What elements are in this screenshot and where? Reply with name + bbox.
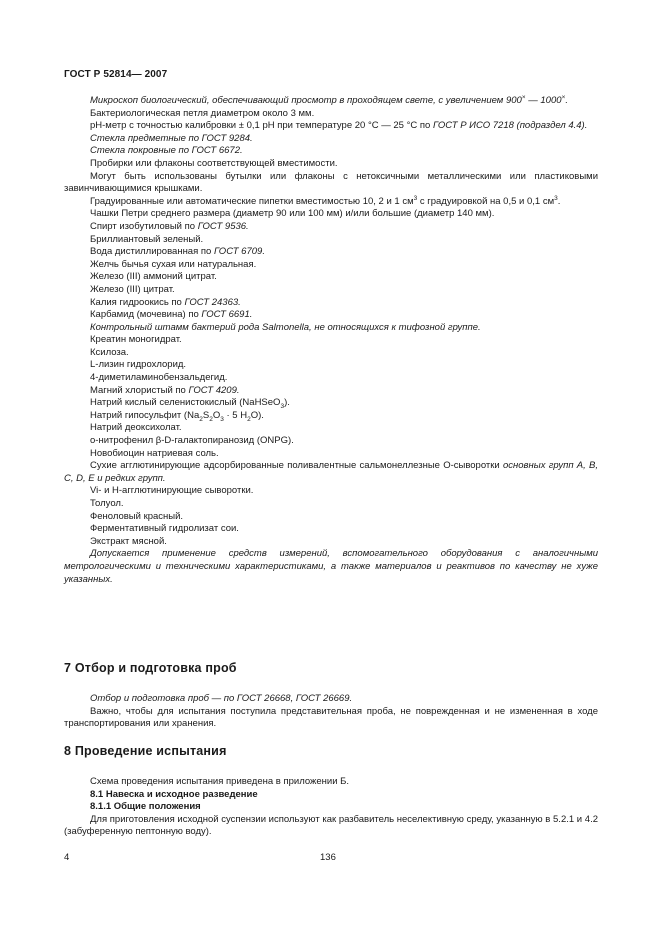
section-7-p1: Отбор и подготовка проб — по ГОСТ 26668, ГОСТ 26669.	[90, 693, 353, 704]
item-sera: Сухие агглютинирующие адсорбированные поливалентные сальмонеллезные О-сыворотки основных групп А, В, С, D, Е и редких групп.	[64, 460, 598, 484]
item-brilliant-green: Бриллиантовый зеленый.	[90, 233, 204, 245]
item-slides: Стекла предметные по ГОСТ 9284.	[90, 132, 253, 144]
item-microscope: Микроскоп биологический, обеспечивающий просмотр в проходящем свете, с увеличением 900× — 1000×.	[90, 93, 568, 106]
section-7-body	[64, 693, 598, 731]
page-number-global: 136	[320, 852, 336, 863]
materials-list	[64, 95, 598, 586]
item-dmab: 4-диметиламинобензальдегид.	[90, 372, 228, 384]
item-selenite: Натрий кислый селенистокислый (NaHSeO$_3$).	[90, 397, 290, 411]
item-onpg: о-нитрофенил β-D-галактопиранозид (ONPG).	[90, 435, 294, 447]
item-vi-h-sera: Vi- и Н-агглютинирующие сыворотки.	[90, 485, 254, 497]
item-thiosulfate: Натрий гипосульфит ($Na_2S_2O_3 \cdot 5$ $H_2O$).	[90, 409, 264, 423]
item-creatine: Креатин моногидрат.	[90, 334, 182, 346]
document-header: ГОСТ Р 52814— 2007	[64, 69, 168, 80]
section-8-p1: Схема проведения испытания приведена в приложении Б.	[90, 776, 350, 787]
item-iron-ammonium: Железо (III) аммоний цитрат.	[90, 271, 217, 283]
item-lysine: L-лизин гидрохлорид.	[90, 359, 187, 371]
item-koh: Калия гидроокись по ГОСТ 24363.	[90, 296, 241, 308]
section-7	[64, 662, 598, 675]
item-toluene: Толуол.	[90, 498, 124, 509]
section-7-p2: Важно, чтобы для испытания поступила представительная проба, не поврежденная и не измененная в ходе транспортирования или хранения.	[64, 705, 598, 730]
item-soy-hydrolysate: Ферментативный гидролизат сои.	[90, 523, 239, 535]
item-mgcl: Магний хлористый по ГОСТ 4209.	[90, 384, 240, 396]
item-phenol-red: Феноловый красный.	[90, 510, 184, 522]
item-isobutyl: Спирт изобутиловый по ГОСТ 9536.	[90, 220, 249, 232]
item-water: Вода дистиллированная по ГОСТ 6709.	[90, 246, 265, 258]
item-iron-citrate: Железо (III) цитрат.	[90, 283, 175, 295]
item-deoxycholate: Натрий деоксихолат.	[90, 422, 182, 434]
section-8-p2: Для приготовления исходной суспензии используют как разбавитель неселективную среду, указанную в 5.2.1 и 4.2 (забуференную пептонную воду).	[64, 813, 598, 838]
item-urea: Карбамид (мочевина) по ГОСТ 6691.	[90, 309, 253, 321]
item-loop: Бактериологическая петля диаметром около 3 мм.	[90, 107, 315, 119]
item-control-strain: Контрольный штамм бактерий рода Salmonella, не относящихся к тифозной группе.	[90, 321, 481, 333]
subsection-8-1-title: 8.1 Навеска и исходное разведение	[90, 788, 258, 800]
section-8	[64, 745, 598, 758]
item-cover-slips: Стекла покровные по ГОСТ 6672.	[90, 145, 243, 157]
item-novobiocin: Новобиоцин натриевая соль.	[90, 447, 219, 459]
item-bottles: Могут быть использованы бутылки или флаконы с нетоксичными металлическими или пластиковыми завинчивающимися крышками.	[64, 170, 598, 195]
item-allowed-substitutes: Допускается применение средств измерений, вспомогательного оборудования с аналогичными метрологическими и техническими характеристиками, а также материалов и реактивов по качеству не хуже указанных.	[64, 548, 598, 585]
item-pipettes: Градуированные или автоматические пипетки вместимостью 10, 2 и 1 $см^3$ с градуировкой на 0,5 и 0,1 $см^3$.	[90, 194, 561, 207]
item-petri: Чашки Петри среднего размера (диаметр 90 или 100 мм) и/или большие (диаметр 140 мм).	[90, 208, 495, 220]
item-xylose: Ксилоза.	[90, 346, 129, 358]
section-8-title: 8 Проведение испытания	[64, 744, 227, 758]
item-ph-meter: pH-метр с точностью калибровки ± 0,1 pH при температуре 20 °С — 25 °С по ГОСТ Р ИСО 7218 (подраздел 4.4).	[90, 120, 588, 132]
item-meat-extract: Экстракт мясной.	[90, 535, 167, 547]
section-8-body	[64, 776, 598, 839]
item-tubes: Пробирки или флаконы соответствующей вместимости.	[90, 157, 338, 169]
section-7-title: 7 Отбор и подготовка проб	[64, 661, 237, 675]
page-number-local: 4	[64, 852, 70, 863]
item-bile: Желчь бычья сухая или натуральная.	[90, 258, 257, 270]
subsection-8-1-1-title: 8.1.1 Общие положения	[90, 801, 201, 813]
